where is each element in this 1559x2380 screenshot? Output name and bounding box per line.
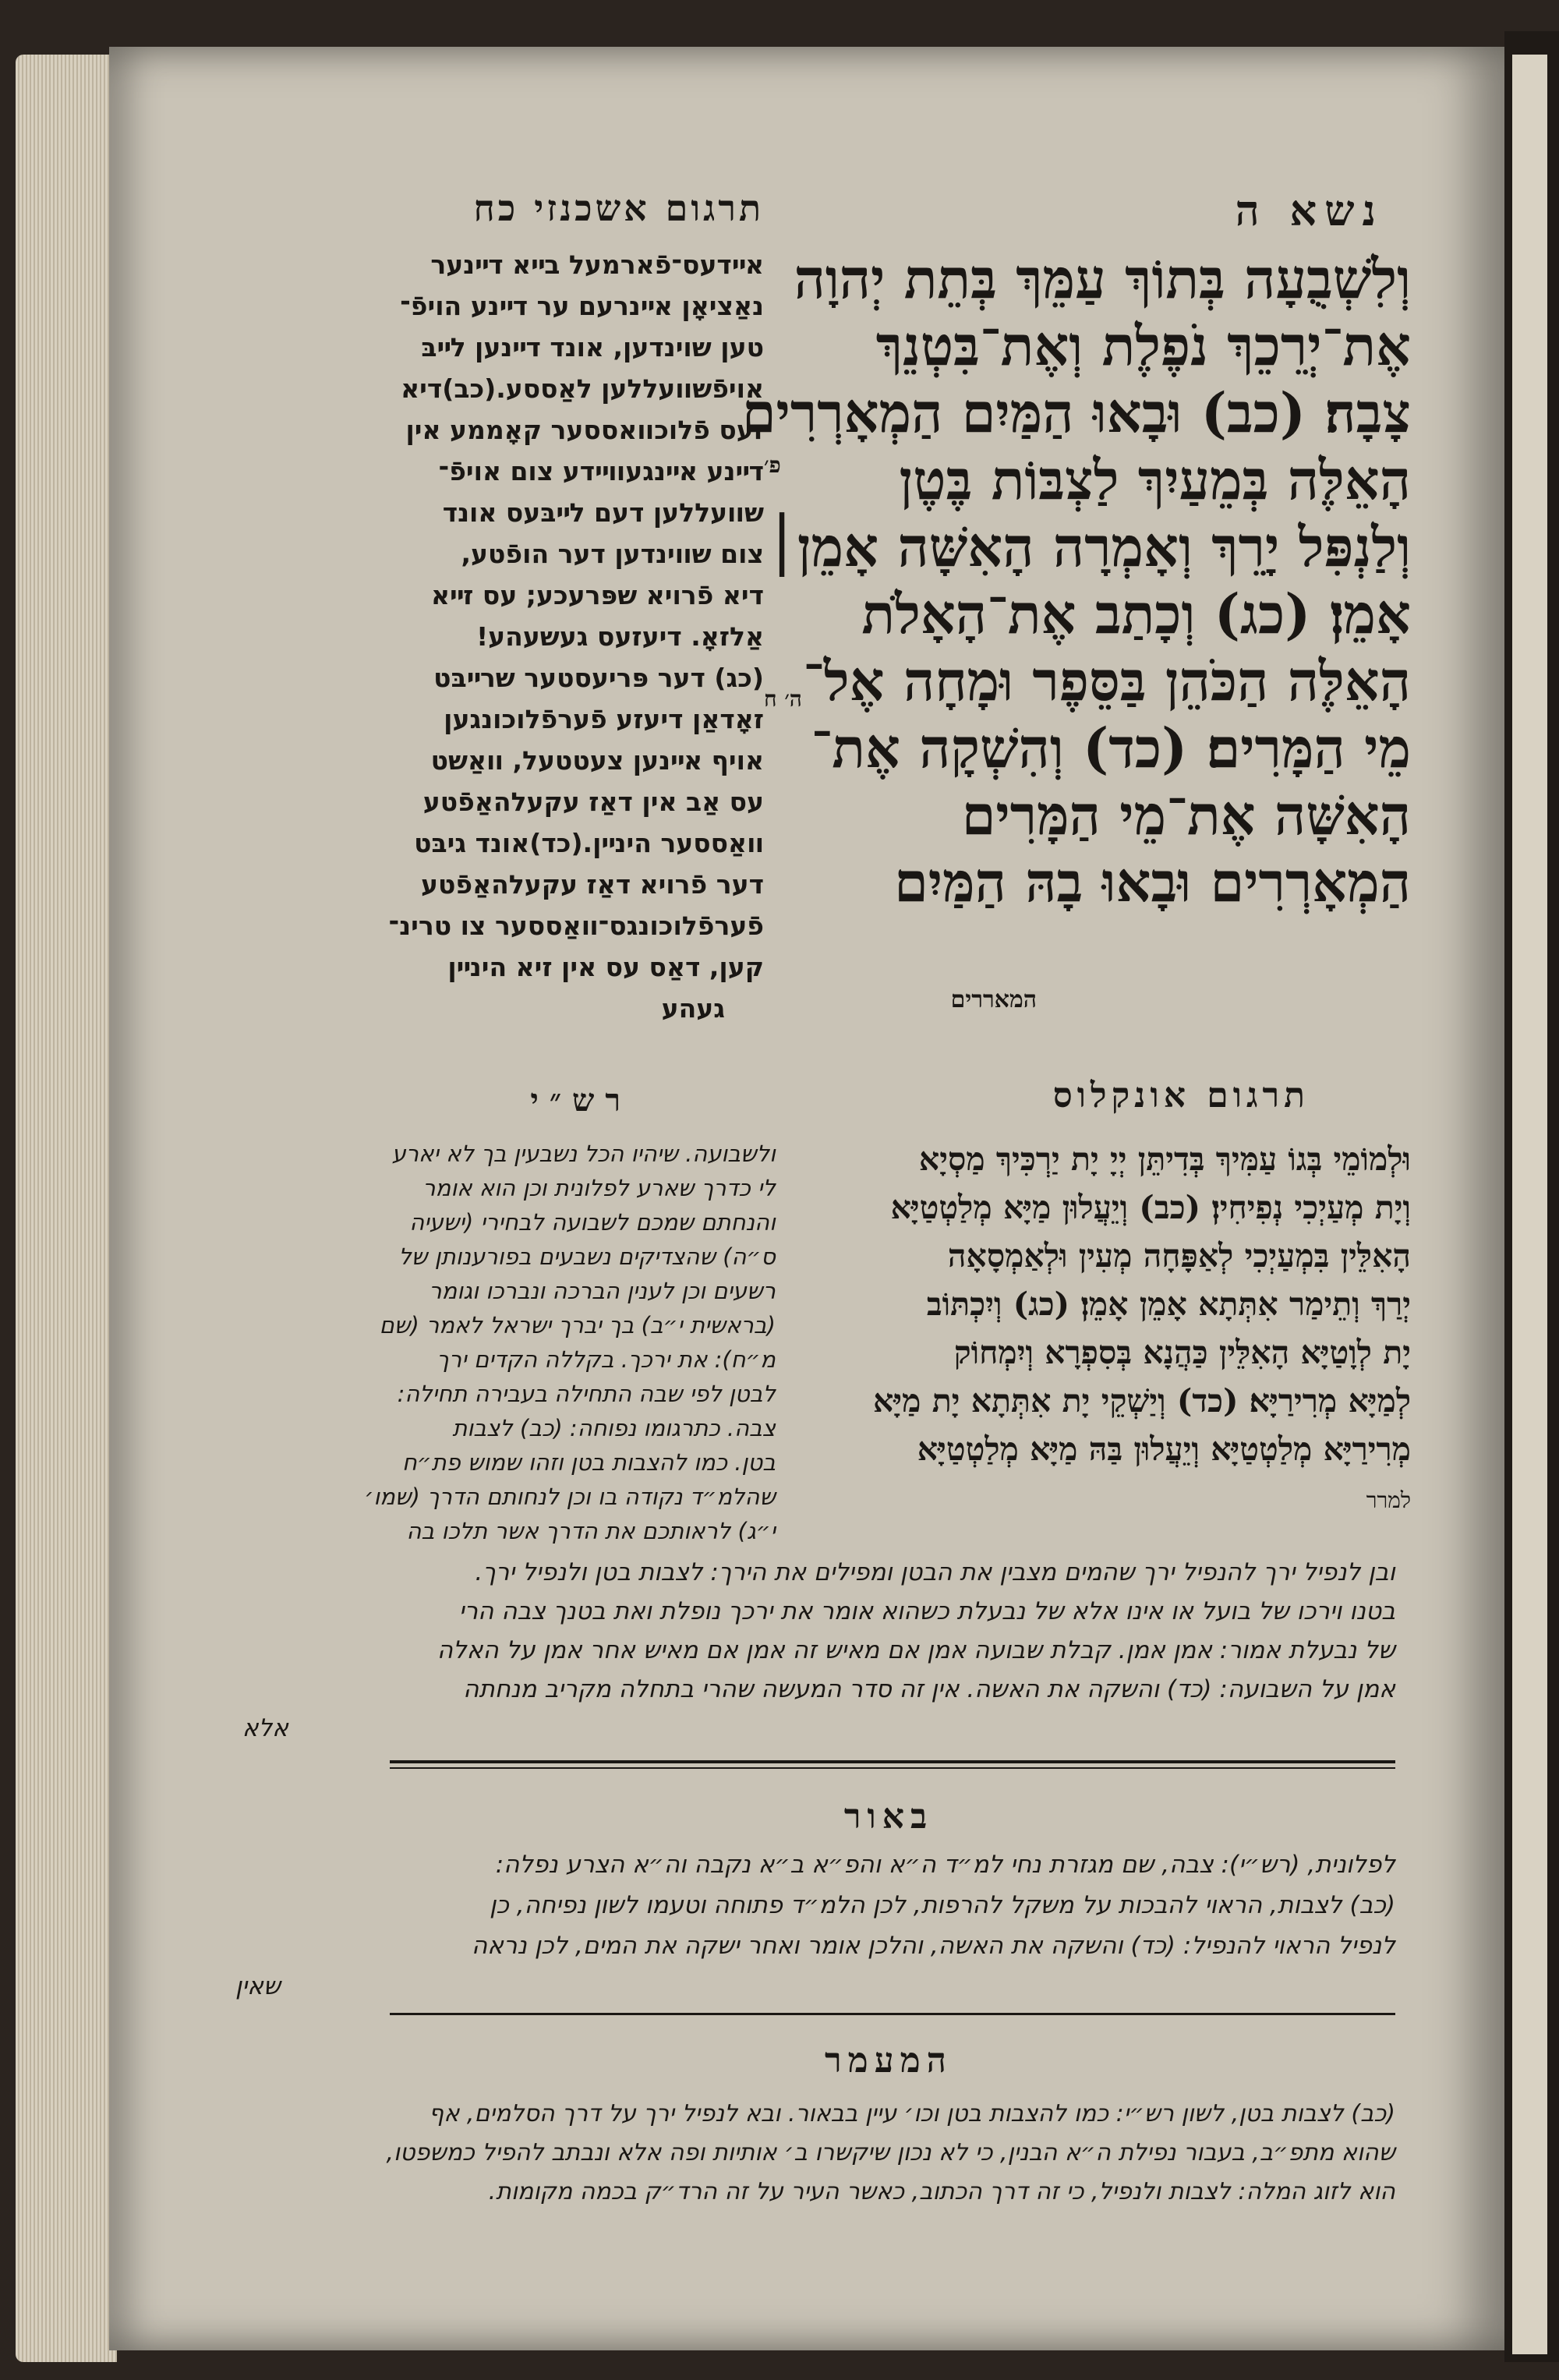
ashkenazi-line: קען, דאַס עס אין זיא הינײן: [447, 952, 764, 982]
ashkenazi-line: אויפֿשװעללען לאַססע.(כב)דיא: [401, 373, 764, 404]
facing-page-edge: [1512, 55, 1547, 2354]
onkelos-line: הָאִלֵּין בִּמְעַיְכִי לְאַפָּחָה מְעִין וּלְאַמְסָאָה: [947, 1237, 1411, 1275]
biur-line: שאין: [235, 1972, 281, 2000]
onkelos-line: לְמַיָּא מְרִירַיָּא׃ (כד) וְיַשְׁקֵי יָת אִתְּתָא יָת מַיָּא: [873, 1382, 1411, 1420]
torah-line: הַמְאָרְרִים וּבָאוּ בָהּ הַמַּיִם: [894, 850, 1411, 914]
biur-line: לנפיל הראוי להנפיל: (כד) והשקה את האשה, והלכן אומר ואחר ישקה את המים, לכן נראה: [472, 1932, 1395, 1960]
ashkenazi-line: עס אַב אין דאַז עקעלהאַפֿטע: [422, 787, 764, 817]
divider-rule: [390, 1760, 1395, 1763]
divider-rule: [390, 2013, 1395, 2015]
ashkenazi-line: אַלזאָ. דיעזעס געשעהע!: [476, 621, 764, 652]
torah-line: צָבָה׃ (כב) וּבָאוּ הַמַּיִם הַמְאָרְרִים: [741, 380, 1411, 445]
rashi-line: צבה. כתרגומו נפוחה: (כב) לצבות: [452, 1415, 776, 1441]
rashi-line: לי כדרך שארע לפלונית וכן הוא אומר: [422, 1175, 776, 1201]
rashi-line: ס״ה) שהצדיקים נשבעים בפורענותן של: [398, 1243, 776, 1270]
ashkenazi-line: געהע: [661, 993, 725, 1024]
ashkenazi-line: טען שוינדען, אונד דײנען לײבּ: [421, 332, 764, 362]
ashkenazi-line: זאָדאַן דיעזע פֿערפֿלוכונגען: [444, 704, 764, 734]
ashkenazi-line: דיא פֿרויא שפּרעכע; עס זײא: [431, 580, 764, 610]
rashi-line: והנחתם שמכם לשבועה לבחירי (ישעיה: [409, 1209, 776, 1236]
ashkenazi-line: אויף אײנען צעטטעל, װאַשט: [430, 745, 764, 776]
ashkenazi-line: דײנע אײנגעװײדע צום אויפֿ־: [438, 456, 764, 486]
ashkenazi-line: דער פֿרויא דאַז עקעלהאַפֿטע: [420, 869, 764, 900]
ashkenazi-line: צום שװינדען דער הופֿטע,: [461, 539, 764, 569]
divider-rule: [390, 1767, 1395, 1769]
ashkenazi-line: נאַציאָן אײנרעם ער דײנע הויפֿ־: [400, 291, 764, 321]
torah-catchword: המאררים: [950, 986, 1037, 1013]
rashi-wide-line: אלא: [242, 1714, 288, 1742]
torah-line: הָאִשָּׁה אֶת־מֵי הַמָּרִים: [961, 783, 1411, 847]
ashkenazi-line: זעס פֿלוכװאססער קאָממע אין: [405, 415, 764, 445]
rashi-line: מ״ח): את ירכך. בקללה הקדים ירך: [437, 1346, 776, 1373]
torah-line: וְלִשְׁבֻעָה בְּתוֹךְ עַמֵּךְ בְּתֵת יְהוָה: [794, 246, 1411, 311]
torah-line: הָאֵלֶּה בְּמֵעַיִךְ לַצְבּוֹת בֶּטֶן: [899, 447, 1411, 512]
rashi-wide-line: בטנו וירכו של בועל או אינו אלא של נבעלת כשהוא אומר את ירכך נופלת ואת בטנך צבה הרי: [458, 1597, 1395, 1625]
rashi-line: י״ג) לראותכם את הדרך אשר תלכו בה: [406, 1518, 776, 1544]
book-page: [109, 47, 1504, 2350]
hameamer-line: הוא לזוג המלה: לצבות ולנפיל, כי זה דרך הכתוב, כאשר העיר על זה הרד״ק בכמה מקומות.: [488, 2178, 1395, 2205]
rashi-title: רש״י: [530, 1082, 631, 1119]
margin-mark: ה׳ ח: [764, 686, 802, 712]
biur-line: לפלונית, (רש״י): צבה, שם מגזרת נחי למ״ד ה״א והפ״א ב״א נקבה וה״א הצרע נפלה:: [495, 1851, 1395, 1879]
hameamer-title: המעמר: [825, 2041, 953, 2081]
margin-mark: פ׳: [764, 452, 781, 478]
torah-line: וְלַנְפִּל יָרֵךְ וְאָמְרָה הָאִשָּׁה אָמֵן׀: [766, 515, 1411, 579]
ashkenazi-line: פֿערפֿלוכונגס־װאַססער צו טרינ־: [388, 911, 764, 941]
rashi-wide-line: ובן לנפיל ירך להנפיל ירך שהמים מצבין את הבטן ומפילים את הירך: לצבות בטן ולנפיל ירך.: [475, 1558, 1395, 1586]
rashi-line: רשעים וכן לענין הברכה ונברכו וגומר: [429, 1278, 776, 1304]
rashi-line: ולשבועה. שיהיו הכל נשבעין בך לא יארע: [391, 1140, 776, 1167]
rashi-wide-line: של נבעלת אמור: אמן אמן. קבלת שבועה אמן אם מאיש זה אמן אם מאיש אחר אמן על האלה: [437, 1636, 1395, 1664]
hameamer-line: (כב) לצבות בטן, לשון רש״י: כמו להצבות בטן וכו׳ עיין בבאור. ובא לנפיל ירך על דרך הסלמים, אף: [429, 2100, 1395, 2127]
onkelos-line: וּלְמוֹמֵי בְּגוֹ עַמִּיךְ בְּדִיתֵּן יְיָ יָת יַרְכִּיךְ מַסְיָא: [918, 1140, 1411, 1178]
biur-title: באור: [843, 1797, 934, 1837]
parashah-header: נשא ה: [1235, 186, 1384, 235]
ashkenazi-header: תרגום אשכנזי כח: [473, 187, 764, 229]
onkelos-line: יְרַךְ וְתֵימַר אִתְּתָא אָמֵן אָמֵן׃ (כג) וְיִכְתּוֹב: [926, 1285, 1411, 1323]
page-stack-edge: [16, 55, 117, 2362]
torah-line: הָאֵלֶּה הַכֹּהֵן בַּסֵּפֶר וּמָחָה אֶל־: [803, 649, 1411, 713]
torah-line: אֶת־יְרֵכֵךְ נֹפֶלֶת וְאֶת־בִּטְנֵךְ: [875, 313, 1411, 378]
onkelos-line: מְרִירַיָּא מְלַטְטַיָּא וְיֵעֲלוּן בַּהּ מַיָּא מְלַטְטַיָּא: [917, 1430, 1411, 1468]
ashkenazi-line: שװעללען דעם לײבּעס אונד: [442, 497, 764, 528]
biur-line: (כב) לצבות, הראוי להבכות על משקל להרפות, לכן הלמ״ד פתוחה וטעמו לשון נפיחה, כן: [490, 1891, 1395, 1919]
ashkenazi-line: אײדעס־פֿארמעל בײא דײנער: [430, 249, 764, 280]
rashi-line: שהלמ״ד נקודה בו וכן לנחותם הדרך (שמו׳: [364, 1484, 776, 1510]
hameamer-line: שהוא מתפ״ב, בעבור נפילת ה״א הבנין, כי לא נכון שיקשרו ב׳ אותיות ופה אלא ונבתב להפיל כמשפטו,: [386, 2139, 1395, 2166]
rashi-wide-line: אמן על השבועה: (כד) והשקה את האשה. אין זה סדר המעשה שהרי בתחלה מקריב מנחתה: [463, 1675, 1395, 1703]
ashkenazi-line: (כג) דער פּריעסטער שרײבּט: [433, 663, 764, 693]
rashi-line: (בראשית י״ב) בך יברך ישראל לאמר (שם: [379, 1312, 776, 1339]
onkelos-title: תרגום אונקלוס: [1052, 1076, 1310, 1116]
ashkenazi-line: װאַססער הינײן.(כד)אונד גיבּט: [414, 828, 764, 858]
rashi-line: לבטן לפי שבה התחילה בעבירה תחילה:: [397, 1381, 776, 1407]
onkelos-line: יָת לְוָטַיָּא הָאִלֵּין כַּהֲנָא בְּסִפְרָא וְיִמְחוֹק: [953, 1334, 1411, 1371]
torah-line: אָמֵן׃ (כג) וְכָתַב אֶת־הָאָלֹת: [861, 582, 1411, 646]
onkelos-catchword: למרר: [1366, 1487, 1411, 1513]
onkelos-line: וְיָת מְעַיְכִי נְפִיחִין׃ (כב) וְיֵעֲלוּן מַיָּא מְלַטְטַיָּא: [890, 1189, 1411, 1226]
torah-line: מֵי הַמָּרִים׃ (כד) וְהִשְׁקָה אֶת־: [811, 716, 1411, 780]
rashi-line: בטן. כמו להצבות בטן וזהו שמוש פת״ח: [401, 1449, 776, 1476]
